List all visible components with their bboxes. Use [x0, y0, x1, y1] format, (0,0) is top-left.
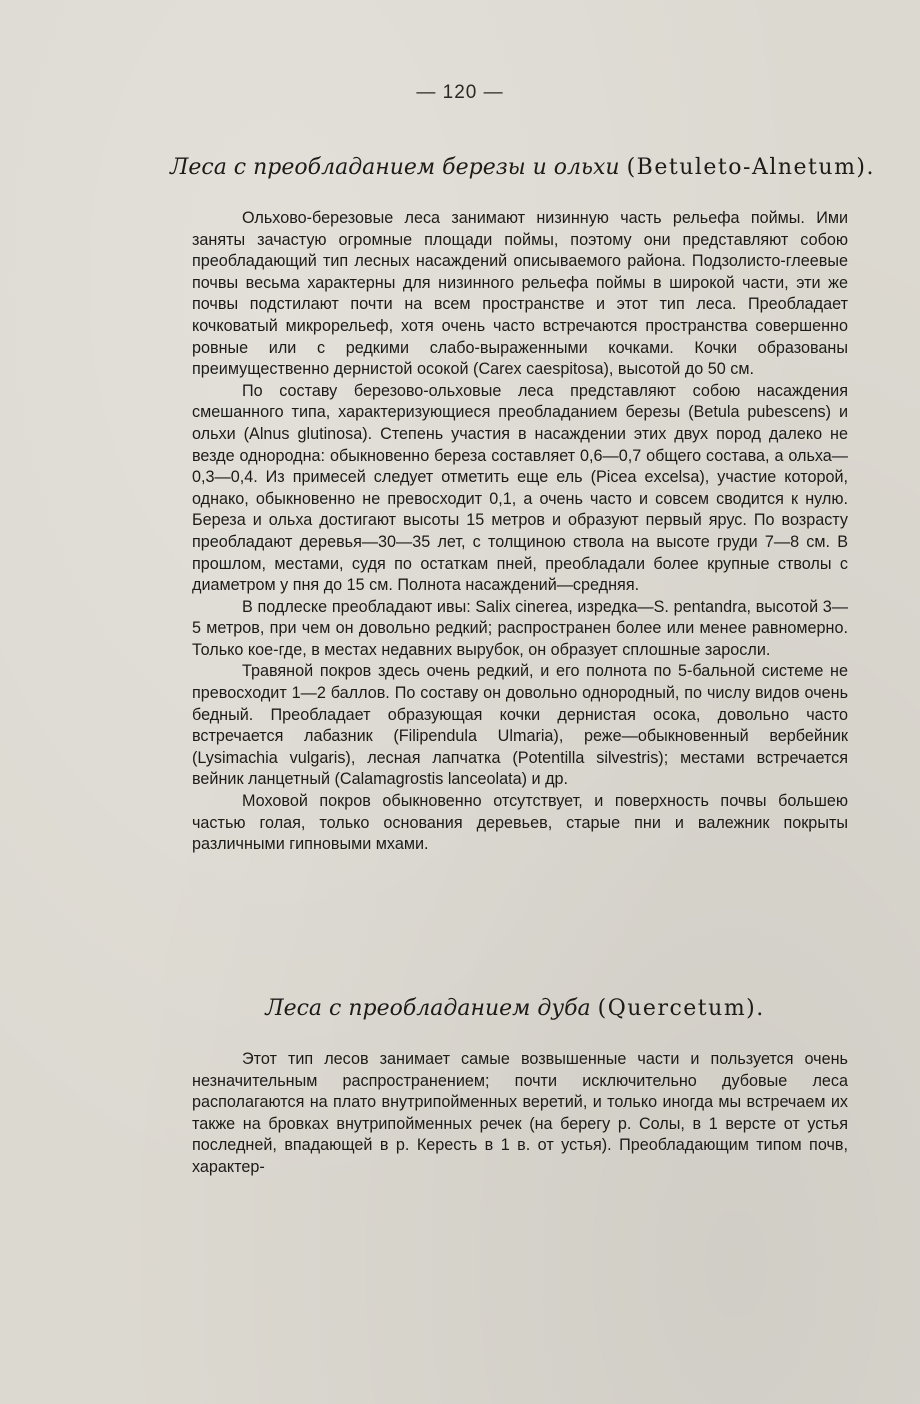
paragraph: Этот тип лесов занимает самые возвышенные части и пользуется очень незначительным распространением; почти исключительно дубовые леса располагаются на плато внутрипойменных веретий, и только иногда мы встречаем их также на бровках внутрипойменных речек (на берегу р. Солы, в 1 версте от устья последней, впадающей в р. Кересть в 1 в. от устья). Преобладающим типом почв, характер-	[192, 1050, 848, 1176]
paragraph: Травяной покров здесь очень редкий, и его полнота по 5-бальной системе не превосходит 1—2 баллов. По составу он довольно однородный, по числу видов очень бедный. Преобладает образующая кочки дернистая осока, довольно часто встречается лабазник (Filipendula Ulmaria), реже—обыкновенный вербейник (Lysimachia vulgaris), лесная лапчатка (Potentilla silvestris); местами встречается вейник ланцетный (Calamagrostis lanceolata) и др.	[192, 662, 848, 789]
section-title-text: Леса с преобладанием березы и ольхи	[170, 155, 620, 180]
section-title-latin: (Betuleto-Alnetum).	[626, 155, 876, 180]
section-body-birch-alder	[192, 208, 848, 856]
paragraph: Ольхово-березовые леса занимают низинную часть рельефа поймы. Ими заняты зачастую огромные площади поймы, поэтому они представляют собою преобладающий тип лесных насаждений описываемого района. Подзолисто-глеевые почвы весьма характерны для низинного рельефа поймы в широкой части, эти же почвы подстилают почти на всем пространстве и этот тип леса. Преобладает кочковатый микрорельеф, хотя очень часто встречаются пространства совершенно ровные или с редкими слабо-выраженными кочками. Кочки образованы преимущественно дернистой осокой (Carex caespitosa), высотой до 50 см.	[192, 209, 848, 379]
paragraph: Моховой покров обыкновенно отсутствует, и поверхность почвы большею частью голая, только основания деревьев, старые пни и валежник покрыты различными гипновыми мхами.	[192, 792, 848, 854]
paragraph: По составу березово-ольховые леса представляют собою насаждения смешанного типа, характеризующиеся преобладанием березы (Betula pubescens) и ольхи (Alnus glutinosa). Степень участия в насаждении этих двух пород далеко не везде однородна: обыкновенно береза составляет 0,6—0,7 общего состава, а ольха—0,3—0,4. Из примесей следует отметить еще ель (Picea excelsa), участие которой, однако, обыкновенно не превосходит 0,1, а очень часто и совсем сводится к нулю. Береза и ольха достигают высоты 15 метров и образуют первый ярус. По возрасту преобладают деревья—30—35 лет, с толщиною ствола на высоте груди 7—8 см. В прошлом, местами, судя по остаткам пней, преобладали более крупные стволы с диаметром у пня до 15 см. Полнота насаждений—средняя.	[192, 381, 848, 595]
section-title-text: Леса с преобладанием дуба	[265, 996, 591, 1021]
section-body-oak	[192, 1049, 848, 1179]
section-title-latin: (Quercetum).	[597, 996, 765, 1021]
paragraph: В подлеске преобладают ивы: Salix cinerea, изредка—S. pentandra, высотой 3—5 метров, при чем он довольно редкий; распространен более или менее равномерно. Только кое-где, в местах недавних вырубок, он образует сплошные заросли.	[192, 597, 848, 659]
page-number: — 120 —	[416, 82, 504, 103]
section-title-oak	[170, 996, 860, 1021]
section-title-birch-alder	[170, 155, 876, 180]
